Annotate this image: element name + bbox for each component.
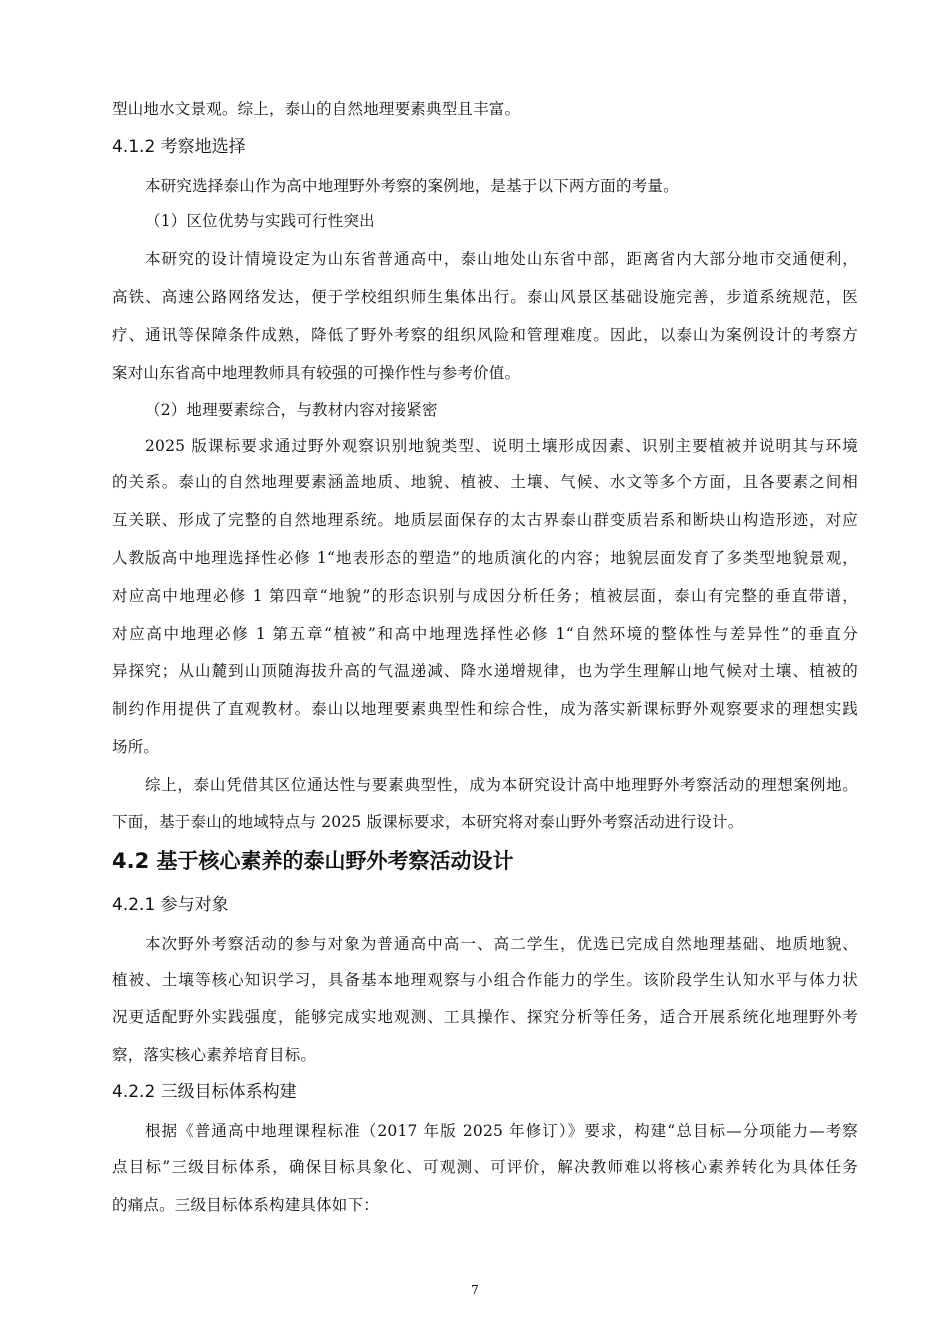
body-text-line: 高铁、高速公路网络发达，便于学校组织师生集体出行。泰山风景区基础设施完善，步道系统规范，医 — [112, 288, 858, 306]
body-text-line: 本研究的设计情境设定为山东省普通高中，泰山地处山东省中部，距离省内大部分地市交通便利， — [145, 250, 858, 268]
body-text-line: 点目标”三级目标体系，确保目标具象化、可观测、可评价，解决教师难以将核心素养转化为具体任务 — [112, 1158, 858, 1176]
body-text-line: 异探究；从山麓到山顶随海拔升高的气温递减、降水递增规律，也为学生理解山地气候对土壤、植被的 — [112, 662, 858, 680]
body-text-line: 下面，基于泰山的地域特点与 2025 版课标要求，本研究将对泰山野外考察活动进行设计。 — [112, 813, 744, 831]
subheading-1: （1）区位优势与实践可行性突出 — [145, 212, 375, 230]
body-text-line: 型山地水文景观。综上，泰山的自然地理要素典型且丰富。 — [112, 100, 521, 118]
section-heading-4-2: 4.2 基于核心素养的泰山野外考察活动设计 — [112, 849, 514, 873]
body-text-line: 人教版高中地理选择性必修 1“地表形态的塑造”的地质演化的内容；地貌层面发育了多类型地貌景观， — [112, 549, 858, 567]
body-text-line: 制约作用提供了直观教材。泰山以地理要素典型性和综合性，成为落实新课标野外观察要求的理想实践 — [112, 700, 858, 718]
page-number: 7 — [471, 1283, 479, 1297]
body-text-line: 互关联、形成了完整的自然地理系统。地质层面保存的太古界泰山群变质岩系和断块山构造形迹，对应 — [112, 511, 858, 529]
body-text-line: 综上，泰山凭借其区位通达性与要素典型性，成为本研究设计高中地理野外考察活动的理想案例地。 — [145, 776, 858, 794]
section-heading-4-2-2: 4.2.2 三级目标体系构建 — [112, 1082, 297, 1102]
body-text-line: 2025 版课标要求通过野外观察识别地貌类型、说明土壤形成因素、识别主要植被并说明其与环境 — [145, 437, 858, 455]
body-text-line: 疗、通讯等保障条件成熟，降低了野外考察的组织风险和管理难度。因此，以泰山为案例设计的考察方 — [112, 326, 858, 344]
body-text-line: 的关系。泰山的自然地理要素涵盖地质、地貌、植被、土壤、气候、水文等多个方面，且各要素之间相 — [112, 473, 858, 491]
body-text-line: 根据《普通高中地理课程标准（2017 年版 2025 年修订）》要求，构建“总目标—分项能力—考察 — [145, 1122, 858, 1140]
body-text-line: 本研究选择泰山作为高中地理野外考察的案例地，是基于以下两方面的考量。 — [145, 177, 679, 195]
body-text-line: 对应高中地理必修 1 第五章“植被”和高中地理选择性必修 1“自然环境的整体性与差异性”的垂直分 — [112, 625, 858, 643]
subheading-2: （2）地理要素综合，与教材内容对接紧密 — [145, 401, 438, 419]
body-text-line: 察，落实核心素养培育目标。 — [112, 1046, 317, 1064]
section-heading-4-2-1: 4.2.1 参与对象 — [112, 895, 229, 915]
body-text-line: 对应高中地理必修 1 第四章“地貌”的形态识别与成因分析任务；植被层面，泰山有完整的垂直带谱， — [112, 587, 858, 605]
body-text-line: 本次野外考察活动的参与对象为普通高中高一、高二学生，优选已完成自然地理基础、地质地貌、 — [145, 935, 858, 953]
body-text-line: 案对山东省高中地理教师具有较强的可操作性与参考价值。 — [112, 364, 521, 382]
body-text-line: 场所。 — [112, 738, 160, 756]
body-text-line: 况更适配野外实践强度，能够完成实地观测、工具操作、探究分析等任务，适合开展系统化地理野外考 — [112, 1008, 858, 1026]
section-heading-4-1-2: 4.1.2 考察地选择 — [112, 137, 246, 157]
body-text-line: 的痛点。三级目标体系构建具体如下： — [112, 1196, 379, 1214]
body-text-line: 植被、土壤等核心知识学习，具备基本地理观察与小组合作能力的学生。该阶段学生认知水平与体力状 — [112, 971, 858, 989]
